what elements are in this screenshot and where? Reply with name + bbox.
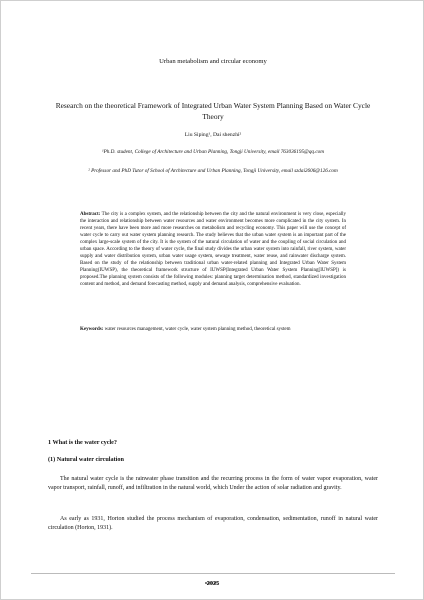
section-header: Urban metabolism and circular economy bbox=[159, 58, 267, 65]
page-number: 2025 bbox=[206, 581, 220, 587]
heading-what-is-water-cycle: 1 What is the water cycle? bbox=[48, 439, 118, 446]
body-paragraph: The natural water cycle is the rainwater phase transition and the recurring process in the form of water vapor evaporation, water vapor transport, rainfall, runoff, and infiltration in the natural world, which Under the action of solar radiation and gravity. bbox=[48, 476, 378, 491]
affiliation-2: ² Professor and PhD Tutor of School of Architecture and Urban Planning, Tongji University, email szdai2606@126.com bbox=[88, 168, 338, 174]
paper-title: Research on the theoretical Framework of Integrated Urban Water System Planning Based on Water Cycle Theory bbox=[55, 101, 371, 121]
footer-rule bbox=[1, 568, 424, 582]
affiliation-1: ¹Ph.D. student, College of Architecture and Urban Planning, Tongji University, email 763036195@qq.com bbox=[102, 149, 324, 155]
heading-natural-water-circulation: (1) Natural water circulation bbox=[48, 456, 124, 463]
footer-ornament-icon bbox=[205, 571, 221, 575]
abstract-label: Abstract: bbox=[80, 212, 101, 217]
keywords bbox=[80, 326, 346, 333]
abstract-text: The city is a complex system, and the relationship between the city and the natural environment is very close, especially the interaction and relationship between water resources and water environment becomes more complicated in the city system. In recent years, there have been more and more researches on metabolism and recycling economy. This paper will use the concept of water cycle to carry out water system planning research. The study believes that the urban water system is an important part of the complex large-scale system of the city. It is the system of the natural circulation of water and the coupling of social circulation and urban space. According to the theory of water cycle, the final study divides the urban water system into rainfall, river system, water supply and water distribution system, urban water usage system, sewage treatment, water reuse, and rainwater discharge system. Based on the study of the relationship between traditional urban water-related planning and Integrated Urban Water System Planning(IUWSP), the theoretical framework structure of IUWSP(Integrated Urban Water System Planning[IUWSP]) is proposed.The planning system consists of the following modules: planning target determination method, standardized investigation content and method, and demand forecasting method, supply and demand analysis, comprehensive evaluation. bbox=[80, 212, 346, 287]
keywords-label: Keywords: bbox=[80, 327, 104, 332]
paper-authors: Liu Siping¹, Dai shenzhi² bbox=[184, 132, 242, 138]
abstract bbox=[80, 211, 346, 288]
body-paragraph: As early as 1931, Horton studied the process mechanism of evaporation, condensation, sedimentation, runoff in natural water circulation (Horton, 1931). bbox=[48, 516, 378, 531]
keywords-text: water resources management, water cycle, water system planning method, theoretical system bbox=[104, 327, 291, 332]
